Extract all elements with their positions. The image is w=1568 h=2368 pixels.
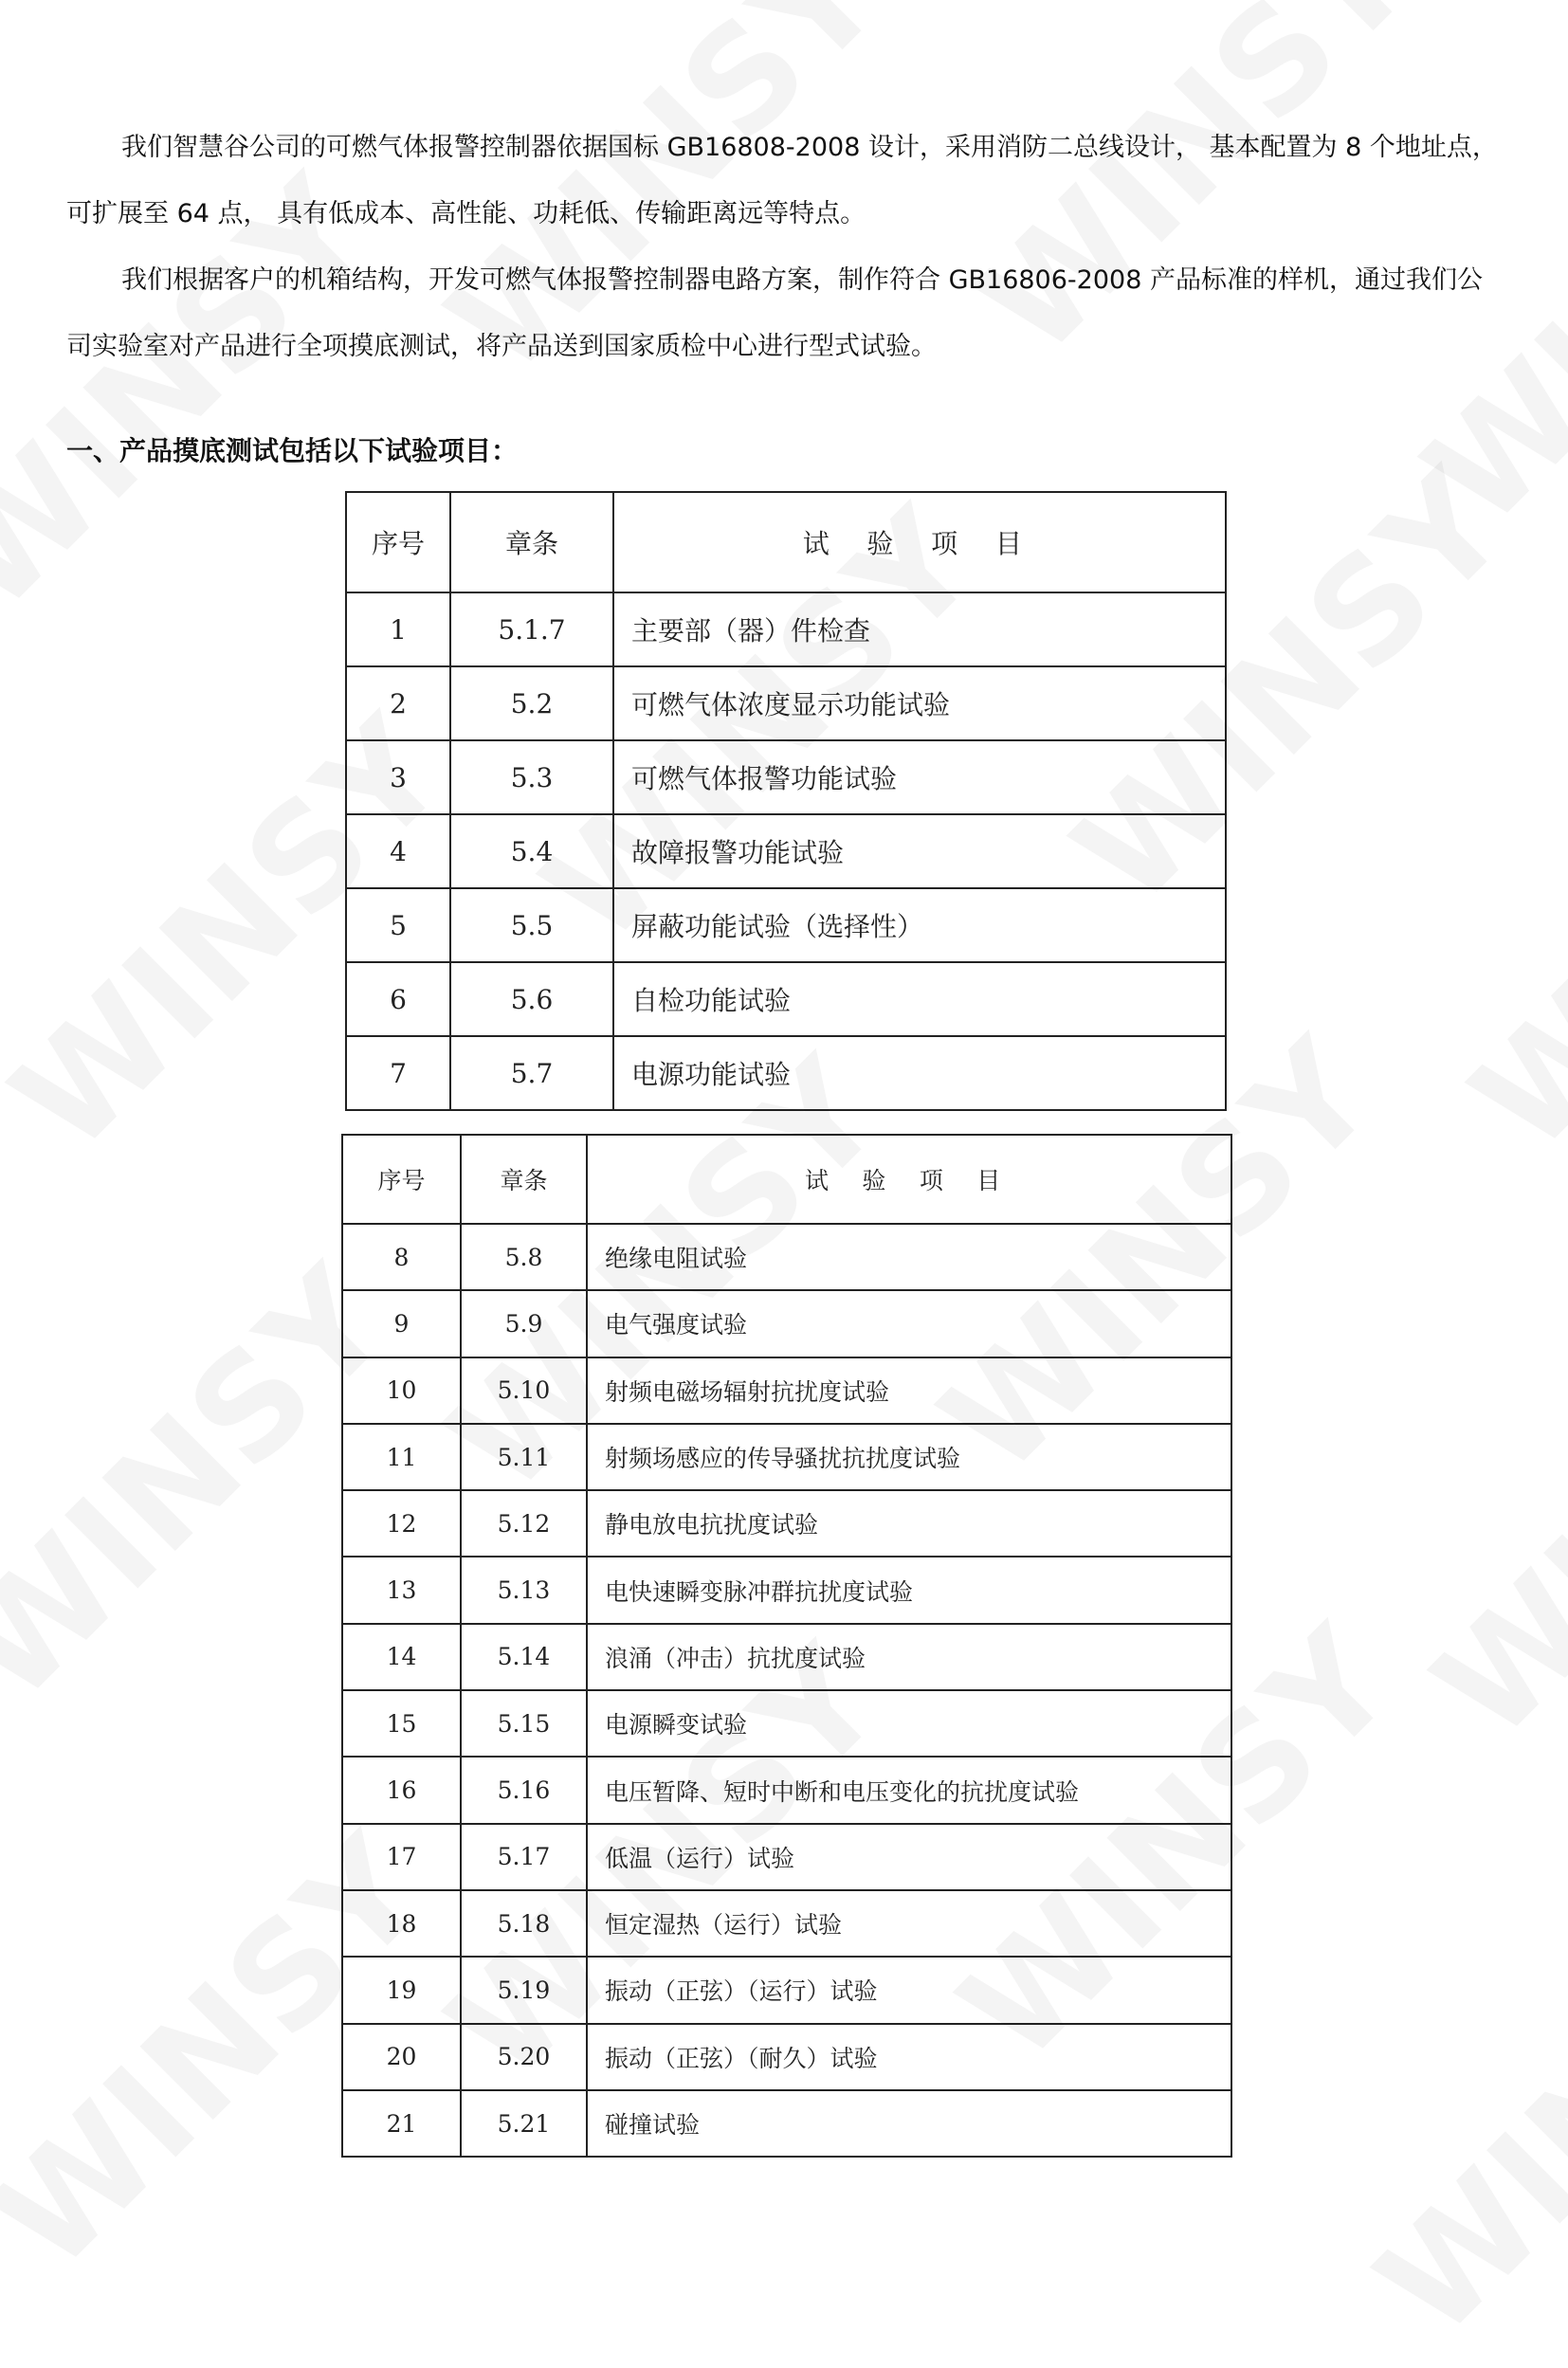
table-row [342, 1424, 1231, 1490]
section-heading: 一、产品摸底测试包括以下试验项目： [66, 435, 519, 466]
header-clause: 章条 [450, 492, 613, 592]
row-clause: 5.17 [461, 1824, 587, 1890]
row-number: 17 [342, 1824, 461, 1890]
table-row [346, 740, 1226, 814]
row-number: 3 [346, 740, 450, 814]
row-clause: 5.10 [461, 1357, 587, 1424]
row-test-item: 屏蔽功能试验（选择性） [613, 888, 1226, 962]
header-item: 试 验 项 目 [613, 492, 1226, 592]
row-test-item: 电压暂降、短时中断和电压变化的抗扰度试验 [587, 1757, 1231, 1823]
row-clause: 5.2 [450, 666, 613, 740]
row-number: 15 [342, 1690, 461, 1757]
row-clause: 5.8 [461, 1224, 587, 1290]
row-number: 1 [346, 592, 450, 666]
watermark-text [1442, 688, 1568, 1182]
row-clause: 5.16 [461, 1757, 587, 1823]
watermark-text [1347, 1873, 1568, 2367]
row-test-item: 振动（正弦）（耐久）试验 [587, 2024, 1231, 2090]
table-row [346, 814, 1226, 888]
row-number: 11 [342, 1424, 461, 1490]
table-row [342, 2024, 1231, 2090]
row-test-item: 自检功能试验 [613, 962, 1226, 1036]
row-test-item: 电源瞬变试验 [587, 1690, 1231, 1757]
row-number: 20 [342, 2024, 461, 2090]
row-test-item: 可燃气体浓度显示功能试验 [613, 666, 1226, 740]
row-test-item: 射频电磁场辐射抗扰度试验 [587, 1357, 1231, 1424]
row-clause: 5.3 [450, 740, 613, 814]
row-number: 6 [346, 962, 450, 1036]
row-number: 10 [342, 1357, 461, 1424]
row-test-item: 电气强度试验 [587, 1290, 1231, 1357]
row-clause: 5.13 [461, 1557, 587, 1623]
header-item: 试 验 项 目 [587, 1135, 1231, 1224]
table-row [342, 1824, 1231, 1890]
table-row [342, 1224, 1231, 1290]
table-row [346, 592, 1226, 666]
table-header-row [342, 1135, 1231, 1224]
row-clause: 5.4 [450, 814, 613, 888]
row-clause: 5.5 [450, 888, 613, 962]
header-num: 序号 [346, 492, 450, 592]
row-test-item: 振动（正弦）（运行）试验 [587, 1957, 1231, 2023]
row-number: 9 [342, 1290, 461, 1357]
table-row [342, 1890, 1231, 1957]
row-number: 7 [346, 1036, 450, 1110]
table-row [342, 1757, 1231, 1823]
row-clause: 5.11 [461, 1424, 587, 1490]
table-row [346, 962, 1226, 1036]
row-number: 16 [342, 1757, 461, 1823]
row-test-item: 电源功能试验 [613, 1036, 1226, 1110]
test-items-table-1 [345, 491, 1227, 1111]
row-number: 2 [346, 666, 450, 740]
row-clause: 5.14 [461, 1624, 587, 1690]
table-row [342, 1624, 1231, 1690]
row-clause: 5.7 [450, 1036, 613, 1110]
table-row [346, 666, 1226, 740]
row-clause: 5.1.7 [450, 592, 613, 666]
row-number: 5 [346, 888, 450, 962]
table-row [342, 1557, 1231, 1623]
header-num: 序号 [342, 1135, 461, 1224]
row-clause: 5.12 [461, 1490, 587, 1557]
row-clause: 5.15 [461, 1690, 587, 1757]
table-row [346, 888, 1226, 962]
row-number: 4 [346, 814, 450, 888]
table-row [342, 1690, 1231, 1757]
row-test-item: 射频场感应的传导骚扰抗扰度试验 [587, 1424, 1231, 1490]
row-clause: 5.18 [461, 1890, 587, 1957]
table-row [342, 1490, 1231, 1557]
intro-paragraph-1: 我们智慧谷公司的可燃气体报警控制器依据国标 GB16808-2008 设计，采用消防二总线设计， 基本配置为 8 个地址点，可扩展至 64 点， 具有低成本、高性能、功耗低、传输距离远等特点。 [66, 133, 1498, 228]
row-number: 14 [342, 1624, 461, 1690]
test-items-table-2 [341, 1134, 1232, 2158]
row-number: 13 [342, 1557, 461, 1623]
row-number: 12 [342, 1490, 461, 1557]
row-number: 18 [342, 1890, 461, 1957]
watermark-text [1404, 1276, 1568, 1770]
intro-paragraph-2: 我们根据客户的机箱结构，开发可燃气体报警控制器电路方案，制作符合 GB16806-2008 产品标准的样机，通过我们公司实验室对产品进行全项摸底测试，将产品送到国家质检中心进行型式试验。 [66, 265, 1483, 361]
row-test-item: 静电放电抗扰度试验 [587, 1490, 1231, 1557]
row-clause: 5.6 [450, 962, 613, 1036]
row-test-item: 浪涌（冲击）抗扰度试验 [587, 1624, 1231, 1690]
row-test-item: 低温（运行）试验 [587, 1824, 1231, 1890]
table-header-row [346, 492, 1226, 592]
row-number: 8 [342, 1224, 461, 1290]
header-clause: 章条 [461, 1135, 587, 1224]
row-clause: 5.20 [461, 2024, 587, 2090]
table-row [342, 2090, 1231, 2157]
row-test-item: 电快速瞬变脉冲群抗扰度试验 [587, 1557, 1231, 1623]
row-clause: 5.9 [461, 1290, 587, 1357]
table-row [346, 1036, 1226, 1110]
row-test-item: 主要部（器）件检查 [613, 592, 1226, 666]
table-row [342, 1290, 1231, 1357]
row-test-item: 可燃气体报警功能试验 [613, 740, 1226, 814]
row-clause: 5.19 [461, 1957, 587, 2023]
row-test-item: 故障报警功能试验 [613, 814, 1226, 888]
row-clause: 5.21 [461, 2090, 587, 2157]
row-number: 19 [342, 1957, 461, 2023]
row-test-item: 绝缘电阻试验 [587, 1224, 1231, 1290]
table-row [342, 1957, 1231, 2023]
row-test-item: 碰撞试验 [587, 2090, 1231, 2157]
table-row [342, 1357, 1231, 1424]
row-number: 21 [342, 2090, 461, 2157]
row-test-item: 恒定湿热（运行）试验 [587, 1890, 1231, 1957]
